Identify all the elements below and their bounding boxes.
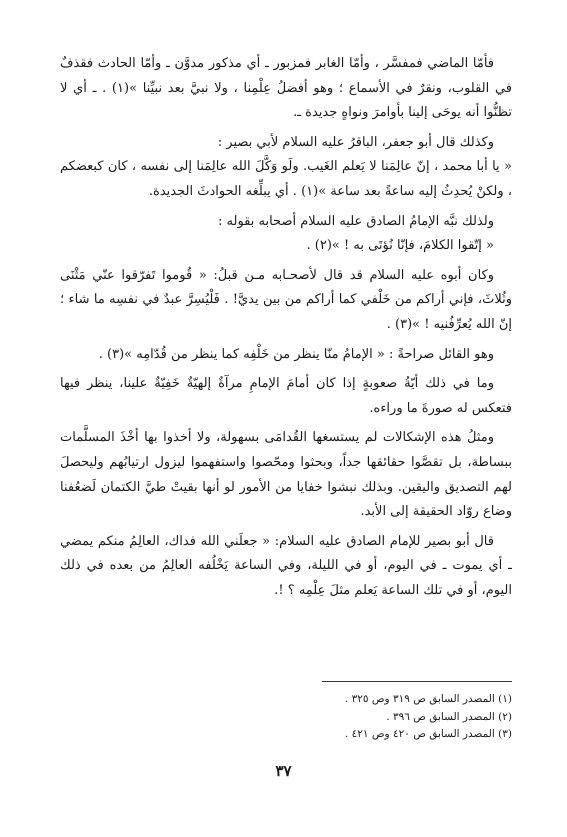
quote-1: « يا أبا محمد ، إنّ عالِمَنا لا يَعلم الغَيب. ولَو وَكَّلَ الله عالِمَنا إلى نفسه ، كان كبعضكم ، ولكنْ يُحدِثُ إليه ساعةً بعد ساعة »(١) . أي يبلِّغه الحوادثَ الجديدة. (60, 159, 512, 199)
paragraph-7: ومثلُ هذه الإشكالات لم يستسغها القُدامَى بسهولة، ولا أخذوا بها أخْذَ المسلَّمات ببساطة، بل تقصَّوا حقائقها جداً، وبحثوا ومحّصوا واستفهموا ليزول ارتيابُهم وليحصلَ لهم التصديق واليقين. وبذلك نبشوا خفايا من الأمور لو أنها بقيتْ طيَّ الكتمان لَضعُفنا وضاع روّاد الحقيقة إلى الأبد. (60, 430, 512, 520)
body-text (60, 52, 512, 603)
footnote-divider (322, 681, 512, 682)
page-number: ٣٧ (275, 762, 292, 780)
paragraph-3: ولذلك نبَّه الإمامُ الصادق عليه السلام أصحابه بقوله : (218, 213, 494, 229)
footnotes (72, 691, 512, 744)
paragraph-6: وما في ذلك أيّةُ صعوبةٍ إذا كان أمامَ الإمامِ مرآةٌ إلهيّةٌ خَفِيّةٌ علينا، ينظر فيها فتعكس له صورةَ ما وراءه. (60, 376, 512, 416)
footnote-2: (٢) المصدر السابق ص ٣٩٦ . (386, 710, 512, 723)
paragraph-5: وهو القائل صراحةً : « الإمامُ منّا ينظر من خَلْفِه كما ينظر من قُدّامِه »(٣) . (98, 346, 494, 362)
footnote-1: (١) المصدر السابق ص ٣١٩ وص ٣٢٥ . (344, 693, 512, 705)
paragraph-2: وكذلك قال أبو جعفر، الباقرُ عليه السلام لأبي بصير : (217, 134, 494, 150)
footnote-3: (٣) المصدر السابق ص ٤٢٠ وص ٤٢١ . (344, 728, 512, 740)
paragraph-4: وكان أبوه عليه السلام قد قال لأصحـابه مـن قبلُ: « قُوموا تَفرّقوا عنّي مَثْنَى وثُلاثَ، فإني أراكم من خَلْفي كما أراكم من بين يديَّ! . فَلْيُسِرَّ عبدٌ في نفسِه ما شاء ؛ إنّ الله يُعرِّفُنيه ! »(٣) . (60, 267, 512, 332)
paragraph-8: قال أبو بصير للإمام الصادق عليه السلام: « جعلَني الله فداك، العالِمُ منكم يمضي ـ أي يموت ـ في اليوم، أو في الليلة، وفي الساعة يَخْلُفه العالِمُ من بعده في ذلك اليوم، أو في تلك الساعة يَعلم مثلَ عِلْمِه ؟ !. (60, 533, 512, 598)
quote-2: « إتّقوا الكلامَ، فإنّا نُؤتَى به ! »(٢) . (306, 238, 494, 254)
paragraph-1: فأمّا الماضي فمفسَّر ، وأمّا الغابر فمزبور ـ أي مذكور مدوَّن ـ وأمّا الحادث فقذفٌ في القلوب، ونقرٌ في الأسماع ؛ وهو أفضلُ عِلْمِنا ، ولا نبيَّ بعد نبيِّنا »(١) . ـ أي لا تظنُّوا أنه يوحَى إلينا بأوامرَ ونواهٍ جديدة ـ. (60, 56, 512, 121)
